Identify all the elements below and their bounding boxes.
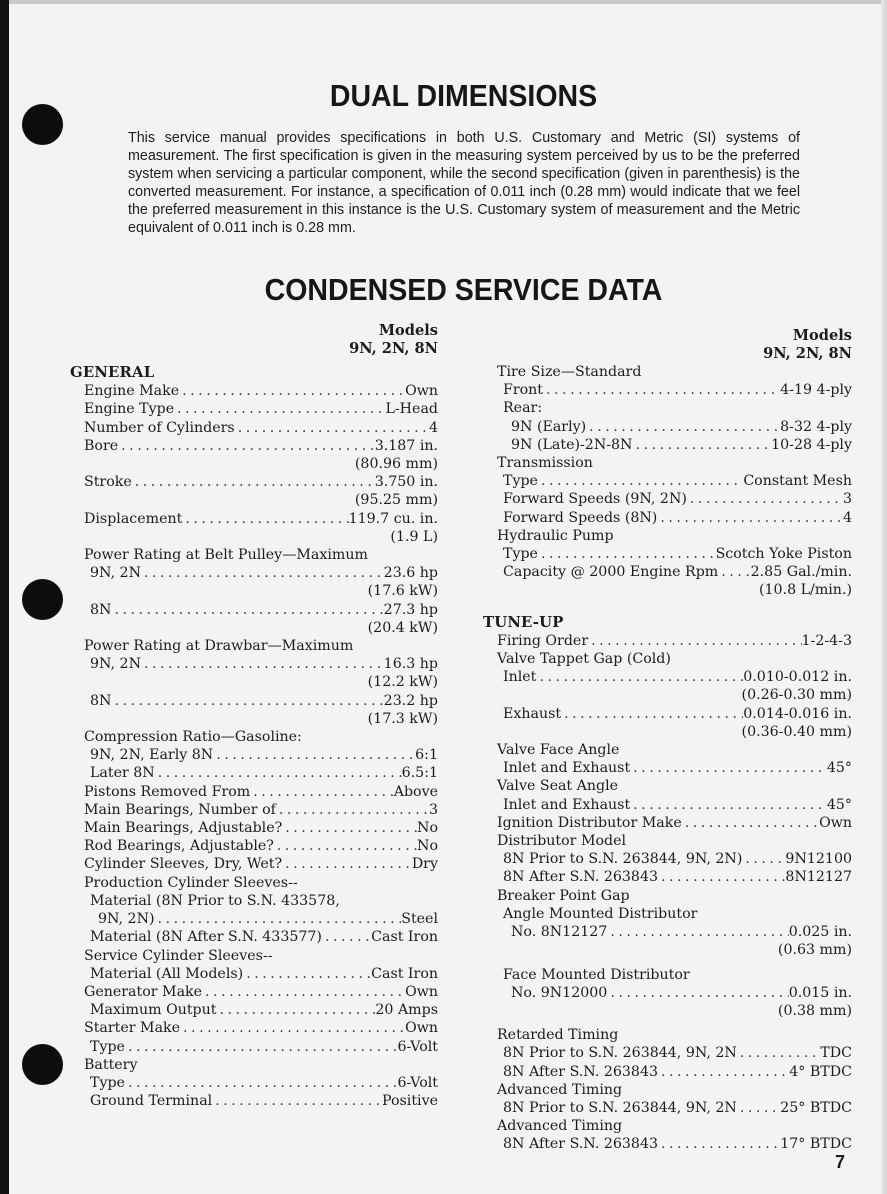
spec-row bbox=[70, 819, 438, 837]
models-header-left bbox=[70, 322, 438, 358]
spec-row bbox=[483, 509, 852, 527]
spec-row bbox=[70, 382, 438, 400]
spec-value: Cast Iron bbox=[371, 929, 438, 946]
spec-label: Firing Order bbox=[497, 632, 589, 649]
spec-group-label bbox=[70, 947, 438, 965]
dual-dimensions-body: This service manual provides specifications in both U.S. Customary and Metric (SI) systems of measurement. The first specification is given in the measuring system perceived by us to be the preferred system when servicing a particular component, while the second specification (given in parenthesis) is the converted measurement. For instance, a specification of 0.011 inch (0.28 mm) would indicate that we feel the preferred measurement in this instance is the U.S. Customary system of measurement and the Metric equivalent of 0.011 inch is 0.28 mm. bbox=[128, 130, 800, 237]
dot-leader bbox=[658, 1063, 789, 1081]
dot-leader bbox=[276, 801, 429, 819]
spec-value: 0.015 in. bbox=[788, 984, 852, 1001]
spec-value: No bbox=[417, 820, 438, 837]
spec-value: Above bbox=[393, 783, 438, 800]
spec-value: 3.187 in. bbox=[374, 437, 438, 454]
spec-value: 3.750 in. bbox=[374, 474, 438, 491]
dot-leader bbox=[658, 868, 785, 886]
metric-equivalent: (95.25 mm) bbox=[354, 492, 438, 509]
spec-value: 25° BTDC bbox=[780, 1099, 852, 1116]
spec-row bbox=[483, 418, 852, 436]
spec-row bbox=[483, 814, 852, 832]
spec-row bbox=[70, 400, 438, 418]
dot-leader bbox=[202, 983, 405, 1001]
spec-row bbox=[483, 472, 852, 490]
spec-row bbox=[483, 705, 852, 723]
spec-row bbox=[483, 1044, 852, 1062]
spec-label: Type bbox=[503, 473, 538, 490]
spec-value: 0.010-0.012 in. bbox=[743, 669, 852, 686]
spec-label: 8N After S.N. 263843 bbox=[503, 869, 658, 886]
spec-row bbox=[70, 837, 438, 855]
dot-leader bbox=[250, 783, 393, 801]
left-spec-column bbox=[70, 322, 438, 1110]
spec-group-label bbox=[483, 1081, 852, 1099]
spec-value: 0.014-0.016 in. bbox=[743, 705, 852, 722]
dot-leader bbox=[632, 436, 771, 454]
page-top-shadow bbox=[0, 0, 887, 4]
punch-hole-middle bbox=[22, 579, 63, 620]
spec-label: Type bbox=[90, 1074, 125, 1091]
spec-value: Own bbox=[405, 983, 438, 1000]
models-label: Models bbox=[378, 322, 438, 339]
spec-label: Pistons Removed From bbox=[84, 783, 251, 800]
spec-row bbox=[483, 436, 852, 454]
dot-leader bbox=[213, 746, 415, 764]
spec-label: Generator Make bbox=[84, 983, 203, 1000]
spec-group-label bbox=[483, 1117, 852, 1135]
spec-label: Forward Speeds (8N) bbox=[503, 509, 658, 526]
page-right-edge bbox=[881, 0, 887, 1194]
spec-row bbox=[70, 783, 438, 801]
spec-label: 8N Prior to S.N. 263844, 9N, 2N bbox=[503, 1045, 737, 1062]
spec-label: Main Bearings, Adjustable? bbox=[84, 820, 283, 837]
spec-row bbox=[70, 855, 438, 873]
spec-row bbox=[483, 923, 852, 941]
dot-leader bbox=[737, 1044, 820, 1062]
spec-label: Retarded Timing bbox=[497, 1027, 619, 1044]
spec-row bbox=[70, 564, 438, 582]
spec-label: 9N, 2N bbox=[90, 656, 141, 673]
spec-row bbox=[70, 1019, 438, 1037]
spec-label: Production Cylinder Sleeves-- bbox=[84, 874, 298, 891]
spec-value: Steel bbox=[401, 911, 438, 928]
dot-leader bbox=[588, 632, 801, 650]
spec-value: 27.3 hp bbox=[383, 601, 438, 618]
spec-label: Displacement bbox=[84, 510, 183, 527]
spec-label: Advanced Timing bbox=[497, 1081, 623, 1098]
models-value: 9N, 2N, 8N bbox=[763, 345, 852, 362]
spec-row bbox=[70, 655, 438, 673]
metric-equivalent: (0.63 mm) bbox=[777, 942, 852, 959]
spec-label: Later 8N bbox=[90, 765, 155, 782]
metric-equivalent: (1.9 L) bbox=[390, 528, 438, 545]
spec-value: 1-2-4-3 bbox=[801, 632, 852, 649]
spec-label: 8N After S.N. 263843 bbox=[503, 1063, 658, 1080]
spec-label: 8N Prior to S.N. 263844, 9N, 2N) bbox=[503, 851, 743, 868]
spec-row bbox=[70, 510, 438, 528]
spec-value: 119.7 cu. in. bbox=[348, 510, 438, 527]
spec-label: 9N, 2N, Early 8N bbox=[90, 747, 214, 764]
spacer bbox=[483, 600, 852, 614]
dot-leader bbox=[125, 1074, 398, 1092]
spec-row bbox=[483, 1063, 852, 1081]
dot-leader bbox=[687, 490, 843, 508]
dot-leader bbox=[586, 418, 780, 436]
spec-label: Type bbox=[90, 1038, 125, 1055]
spec-label: Transmission bbox=[497, 455, 593, 472]
dot-leader bbox=[682, 814, 819, 832]
dot-leader bbox=[630, 759, 827, 777]
spec-row bbox=[70, 437, 438, 455]
dot-leader bbox=[536, 668, 743, 686]
dot-leader bbox=[118, 437, 375, 455]
spec-group-label bbox=[483, 832, 852, 850]
spec-value: 6-Volt bbox=[397, 1074, 438, 1091]
dot-leader bbox=[282, 855, 412, 873]
spec-group-label bbox=[483, 454, 852, 472]
page-number: 7 bbox=[835, 1152, 846, 1172]
spec-label: Angle Mounted Distributor bbox=[503, 905, 698, 922]
dot-leader bbox=[742, 850, 785, 868]
spec-group-label bbox=[483, 741, 852, 759]
spec-row bbox=[70, 1001, 438, 1019]
metric-equivalent: (17.6 kW) bbox=[367, 583, 438, 600]
spec-label: Material (All Models) bbox=[90, 965, 244, 982]
spec-label: Inlet bbox=[503, 669, 537, 686]
spec-value: Own bbox=[819, 814, 852, 831]
dot-leader bbox=[141, 564, 384, 582]
spec-row bbox=[70, 746, 438, 764]
spec-group-label bbox=[483, 966, 852, 984]
spec-row bbox=[70, 965, 438, 983]
metric-equivalent: (12.2 kW) bbox=[367, 674, 438, 691]
spec-label: Valve Face Angle bbox=[497, 742, 620, 759]
metric-equivalent: (0.26-0.30 mm) bbox=[741, 687, 852, 704]
spec-value: Own bbox=[405, 383, 438, 400]
dot-leader bbox=[155, 764, 402, 782]
spec-value: 8-32 4-ply bbox=[780, 418, 852, 435]
models-label: Models bbox=[792, 327, 852, 344]
spec-value: 3 bbox=[428, 801, 438, 818]
spec-label: Material (8N After S.N. 433577) bbox=[90, 929, 322, 946]
spec-group-label bbox=[483, 650, 852, 668]
spec-value: Constant Mesh bbox=[743, 473, 852, 490]
spec-value: Own bbox=[405, 1020, 438, 1037]
spec-group-label bbox=[483, 1026, 852, 1044]
spec-label: 8N Prior to S.N. 263844, 9N, 2N bbox=[503, 1099, 737, 1116]
spec-label: Hydraulic Pump bbox=[497, 527, 614, 544]
models-value: 9N, 2N, 8N bbox=[349, 340, 438, 357]
spec-row bbox=[483, 1099, 852, 1117]
spec-label: Ground Terminal bbox=[90, 1093, 213, 1110]
spec-value: L-Head bbox=[385, 401, 438, 418]
spec-label: Inlet and Exhaust bbox=[503, 796, 631, 813]
spec-row bbox=[70, 983, 438, 1001]
spec-group-label bbox=[70, 874, 438, 892]
dot-leader bbox=[561, 705, 743, 723]
metric-equivalent: (10.8 L/min.) bbox=[758, 582, 852, 599]
spec-value: 3 bbox=[842, 491, 852, 508]
spec-label: 9N, 2N bbox=[90, 565, 141, 582]
spec-value: 2.85 Gal./min. bbox=[750, 564, 852, 581]
spec-row bbox=[483, 759, 852, 777]
spec-group-label bbox=[483, 363, 852, 381]
spec-row bbox=[70, 764, 438, 782]
spec-value: 9N12100 bbox=[785, 851, 852, 868]
spec-row bbox=[70, 910, 438, 928]
spec-label: Battery bbox=[84, 1056, 138, 1073]
dot-leader bbox=[243, 965, 371, 983]
spec-value: 4° BTDC bbox=[789, 1063, 852, 1080]
spec-group-label bbox=[70, 1056, 438, 1074]
dot-leader bbox=[111, 692, 383, 710]
spec-row bbox=[483, 563, 852, 581]
spec-row bbox=[483, 1135, 852, 1153]
spec-row bbox=[483, 632, 852, 650]
spec-label: No. 9N12000 bbox=[511, 984, 608, 1001]
spec-row bbox=[70, 1038, 438, 1056]
spec-label: Distributor Model bbox=[497, 833, 627, 850]
metric-equivalent: (0.38 mm) bbox=[777, 1002, 852, 1019]
spec-label: 9N (Early) bbox=[511, 418, 587, 435]
spec-row bbox=[483, 381, 852, 399]
spec-value: TDC bbox=[820, 1045, 852, 1062]
metric-equivalent: (17.3 kW) bbox=[367, 710, 438, 727]
spec-value: No bbox=[417, 838, 438, 855]
spec-row bbox=[70, 801, 438, 819]
spec-group-label bbox=[483, 399, 852, 417]
dot-leader bbox=[322, 928, 371, 946]
spec-value: 23.6 hp bbox=[383, 565, 438, 582]
spec-row bbox=[483, 490, 852, 508]
spec-value: Cast Iron bbox=[371, 965, 438, 982]
spec-value: 4 bbox=[842, 509, 852, 526]
dot-leader bbox=[718, 563, 750, 581]
spec-row bbox=[483, 850, 852, 868]
spec-label: Breaker Point Gap bbox=[497, 887, 630, 904]
spec-label: 8N bbox=[90, 692, 112, 709]
spec-value: Positive bbox=[382, 1093, 438, 1110]
punch-hole-bottom bbox=[22, 1044, 63, 1085]
spec-label: 9N (Late)-2N-8N bbox=[511, 436, 633, 453]
spec-row bbox=[70, 1092, 438, 1110]
spec-value: 10-28 4-ply bbox=[771, 436, 852, 453]
spec-row bbox=[70, 473, 438, 491]
spec-value: 17° BTDC bbox=[780, 1136, 852, 1153]
spec-label: Tire Size—Standard bbox=[497, 364, 642, 380]
spec-label: Engine Type bbox=[84, 401, 175, 418]
section-heading bbox=[483, 614, 852, 632]
spec-label: Main Bearings, Number of bbox=[84, 801, 276, 818]
dot-leader bbox=[658, 1135, 780, 1153]
spec-row bbox=[483, 796, 852, 814]
spec-label: Service Cylinder Sleeves-- bbox=[84, 947, 273, 964]
spec-label: Advanced Timing bbox=[497, 1118, 623, 1135]
dot-leader bbox=[141, 655, 384, 673]
spec-label: Power Rating at Belt Pulley—Maximum bbox=[84, 547, 368, 564]
spec-label: Bore bbox=[84, 437, 119, 454]
spec-row bbox=[483, 545, 852, 563]
dot-leader bbox=[657, 509, 843, 527]
dot-leader bbox=[111, 601, 383, 619]
dot-leader bbox=[543, 381, 780, 399]
spec-label: Starter Make bbox=[84, 1020, 181, 1037]
dot-leader bbox=[282, 819, 417, 837]
spec-label: Forward Speeds (9N, 2N) bbox=[503, 491, 687, 508]
spec-group-label bbox=[70, 546, 438, 564]
models-header-right bbox=[483, 327, 852, 363]
spec-label: 8N After S.N. 263843 bbox=[503, 1136, 658, 1153]
spec-value: 0.025 in. bbox=[788, 924, 852, 941]
spec-value: 4 bbox=[428, 419, 438, 436]
dot-leader bbox=[235, 419, 429, 437]
spec-row bbox=[70, 601, 438, 619]
condensed-service-data-title: CONDENSED SERVICE DATA bbox=[264, 272, 663, 307]
spec-label: Valve Seat Angle bbox=[497, 778, 619, 795]
spec-value: 6.5:1 bbox=[401, 765, 438, 782]
spec-value: 8N12127 bbox=[785, 869, 852, 886]
spec-row bbox=[483, 668, 852, 686]
dot-leader bbox=[182, 510, 348, 528]
spec-row bbox=[483, 984, 852, 1002]
spec-label: Cylinder Sleeves, Dry, Wet? bbox=[84, 856, 283, 873]
dot-leader bbox=[630, 796, 827, 814]
spec-row bbox=[70, 419, 438, 437]
dot-leader bbox=[607, 923, 788, 941]
spec-label: Front bbox=[503, 382, 544, 399]
spec-group-label bbox=[483, 905, 852, 923]
spec-row bbox=[483, 868, 852, 886]
binding-edge bbox=[0, 0, 9, 1194]
spec-value: 16.3 hp bbox=[383, 656, 438, 673]
dot-leader bbox=[607, 984, 788, 1002]
dot-leader bbox=[155, 910, 402, 928]
spec-label: Valve Tappet Gap (Cold) bbox=[497, 651, 671, 668]
spec-value: 45° bbox=[826, 796, 852, 813]
spec-group-label bbox=[483, 777, 852, 795]
spec-row bbox=[70, 1074, 438, 1092]
spec-group-label bbox=[70, 637, 438, 655]
spec-label: Rear: bbox=[503, 400, 543, 417]
dot-leader bbox=[180, 1019, 405, 1037]
spec-group-label bbox=[70, 728, 438, 746]
dot-leader bbox=[274, 837, 417, 855]
spec-label: Compression Ratio—Gasoline: bbox=[84, 729, 302, 746]
left-spec-list bbox=[70, 364, 438, 1110]
spec-label: Number of Cylinders bbox=[84, 419, 235, 436]
section-heading bbox=[70, 364, 438, 382]
dot-leader bbox=[212, 1092, 382, 1110]
spec-value: 6:1 bbox=[415, 747, 438, 764]
dot-leader bbox=[125, 1038, 398, 1056]
spec-label: Exhaust bbox=[503, 705, 562, 722]
dual-dimensions-title: DUAL DIMENSIONS bbox=[329, 78, 598, 113]
spec-value: Scotch Yoke Piston bbox=[715, 546, 852, 563]
dot-leader bbox=[538, 472, 743, 490]
spec-value: 23.2 hp bbox=[383, 692, 438, 709]
metric-equivalent: (0.36-0.40 mm) bbox=[741, 723, 852, 740]
spec-value: Dry bbox=[411, 856, 438, 873]
spec-value: 6-Volt bbox=[397, 1038, 438, 1055]
dot-leader bbox=[179, 382, 405, 400]
metric-equivalent: (80.96 mm) bbox=[354, 456, 438, 473]
dot-leader bbox=[538, 545, 716, 563]
spec-label: 9N, 2N) bbox=[98, 911, 155, 928]
spec-row bbox=[70, 928, 438, 946]
metric-equivalent: (20.4 kW) bbox=[367, 619, 438, 636]
spec-label: Rod Bearings, Adjustable? bbox=[84, 838, 274, 855]
dot-leader bbox=[132, 473, 375, 491]
spec-label: Engine Make bbox=[84, 383, 180, 400]
spec-label: Power Rating at Drawbar—Maximum bbox=[84, 638, 354, 655]
spec-label: GENERAL bbox=[70, 364, 155, 381]
right-spec-column bbox=[483, 327, 852, 1154]
spec-label: Face Mounted Distributor bbox=[503, 966, 690, 983]
spec-label: Type bbox=[503, 546, 538, 563]
spec-value: 20 Amps bbox=[375, 1002, 438, 1019]
spec-value: 45° bbox=[826, 760, 852, 777]
spec-group-label bbox=[70, 892, 438, 910]
dot-leader bbox=[174, 400, 385, 418]
spec-label: Maximum Output bbox=[90, 1002, 217, 1019]
spec-label: Stroke bbox=[84, 474, 132, 491]
spec-label: Capacity @ 2000 Engine Rpm bbox=[503, 564, 719, 581]
spec-group-label bbox=[483, 527, 852, 545]
spec-label: No. 8N12127 bbox=[511, 924, 608, 941]
dot-leader bbox=[737, 1099, 780, 1117]
spec-label: 8N bbox=[90, 601, 112, 618]
spec-label: TUNE-UP bbox=[483, 613, 564, 631]
spec-label: Inlet and Exhaust bbox=[503, 760, 631, 777]
spec-label: Ignition Distributor Make bbox=[497, 814, 682, 831]
dot-leader bbox=[216, 1001, 375, 1019]
spec-group-label bbox=[483, 887, 852, 905]
spec-value: 4-19 4-ply bbox=[780, 382, 852, 399]
spec-row bbox=[70, 692, 438, 710]
spec-label: Material (8N Prior to S.N. 433578, bbox=[90, 892, 340, 909]
right-spec-list bbox=[483, 363, 852, 1154]
